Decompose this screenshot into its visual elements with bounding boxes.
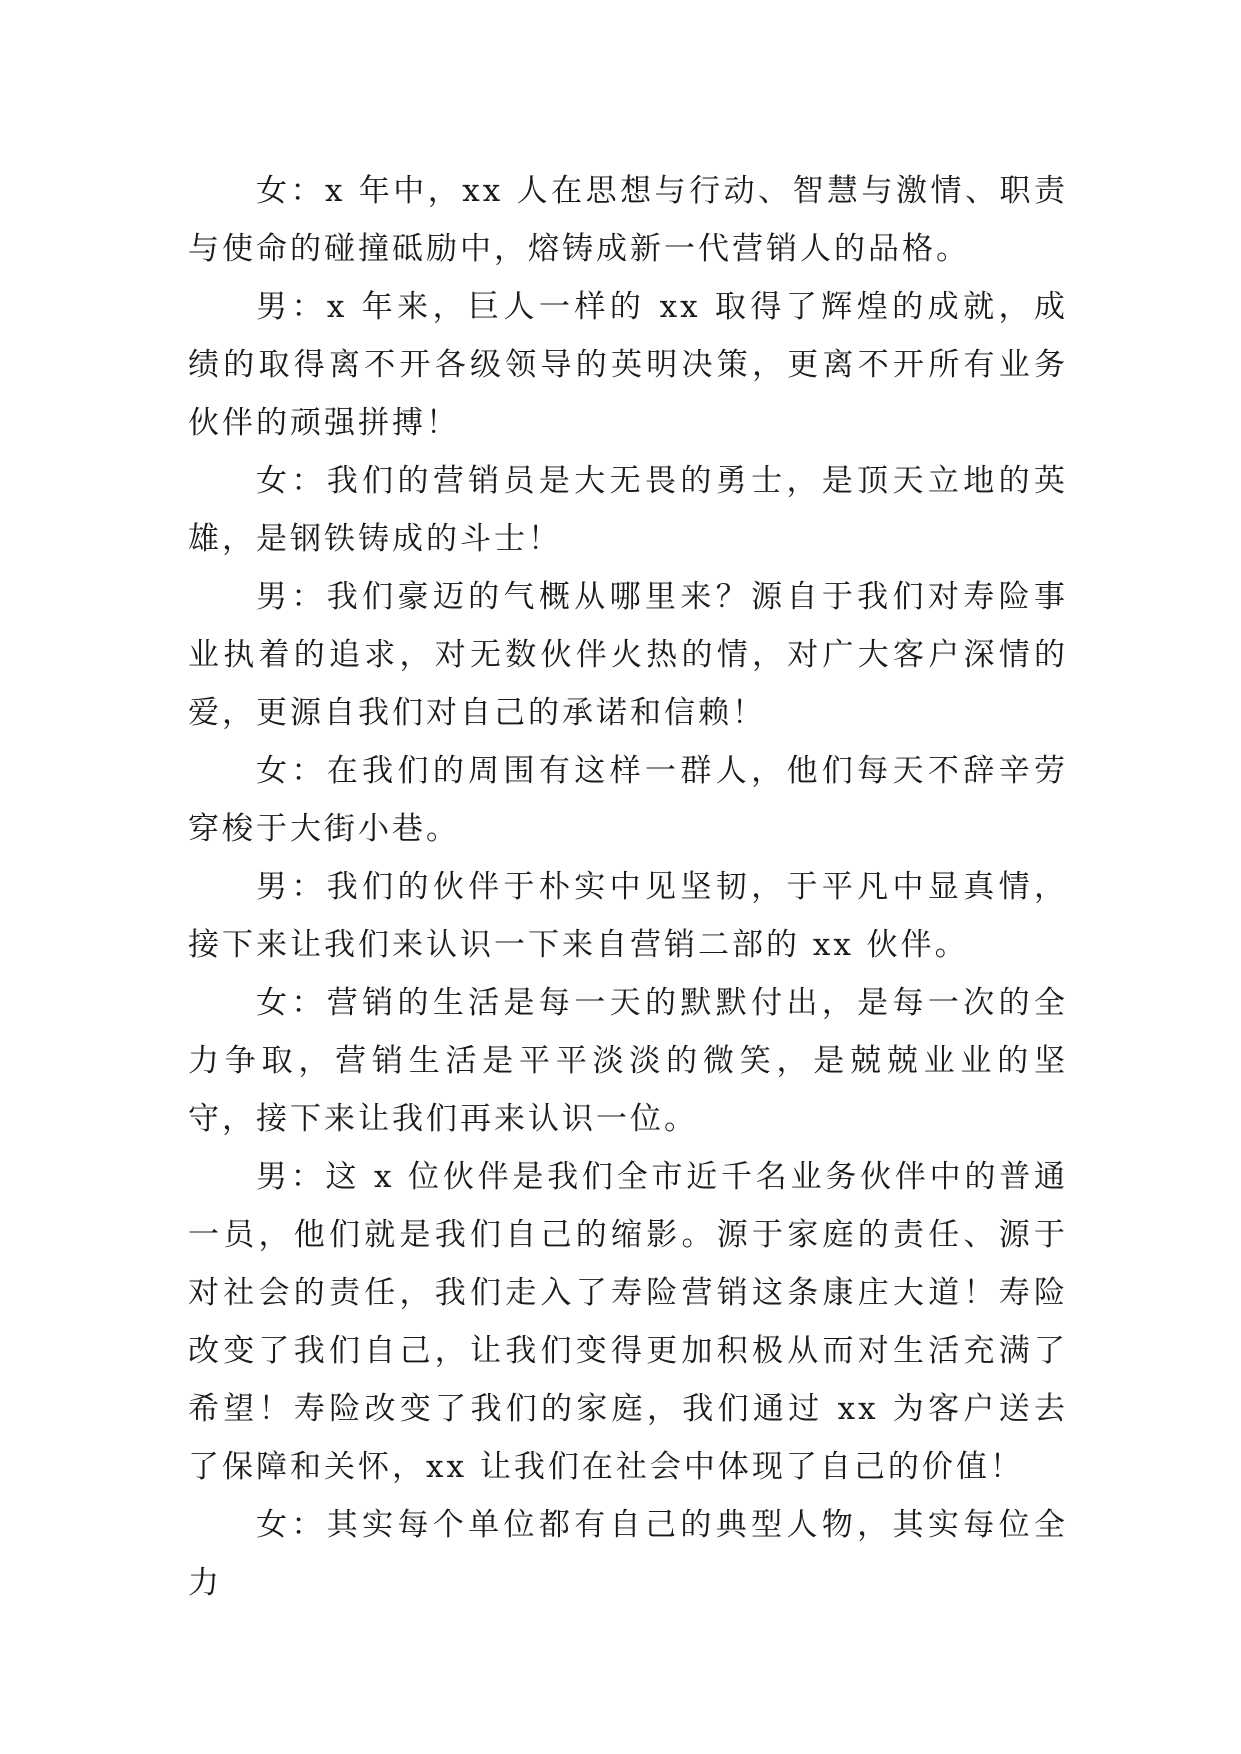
paragraph-1: 女：x 年中，xx 人在思想与行动、智慧与激情、职责与使命的碰撞砥励中，熔铸成新一代营销人的品格。 [188,173,1068,267]
paragraph-3: 女：我们的营销员是大无畏的勇士，是顶天立地的英雄，是钢铁铸成的斗士！ [188,463,1068,557]
paragraph-7: 女：营销的生活是每一天的默默付出，是每一次的全力争取，营销生活是平平淡淡的微笑，是兢兢业业的坚守，接下来让我们再来认识一位。 [188,985,1068,1137]
paragraph-5: 女：在我们的周围有这样一群人，他们每天不辞辛劳穿梭于大街小巷。 [188,753,1068,847]
paragraph-4: 男：我们豪迈的气概从哪里来？源自于我们对寿险事业执着的追求，对无数伙伴火热的情，对广大客户深情的爱，更源自我们对自己的承诺和信赖！ [188,579,1068,731]
paragraph-2: 男：x 年来，巨人一样的 xx 取得了辉煌的成就，成绩的取得离不开各级领导的英明决策，更离不开所有业务伙伴的顽强拼搏！ [188,289,1068,441]
document-body [188,162,1068,1612]
paragraph-9: 女：其实每个单位都有自己的典型人物，其实每位全力 [188,1507,1068,1601]
paragraph-8: 男：这 x 位伙伴是我们全市近千名业务伙伴中的普通一员，他们就是我们自己的缩影。源于家庭的责任、源于对社会的责任，我们走入了寿险营销这条康庄大道！寿险改变了我们自己，让我们变得更加积极从而对生活充满了希望！寿险改变了我们的家庭，我们通过 xx 为客户送去了保障和关怀，xx 让我们在社会中体现了自己的价值！ [188,1159,1068,1485]
paragraph-6: 男：我们的伙伴于朴实中见坚韧，于平凡中显真情，接下来让我们来认识一下来自营销二部的 xx 伙伴。 [188,869,1068,963]
